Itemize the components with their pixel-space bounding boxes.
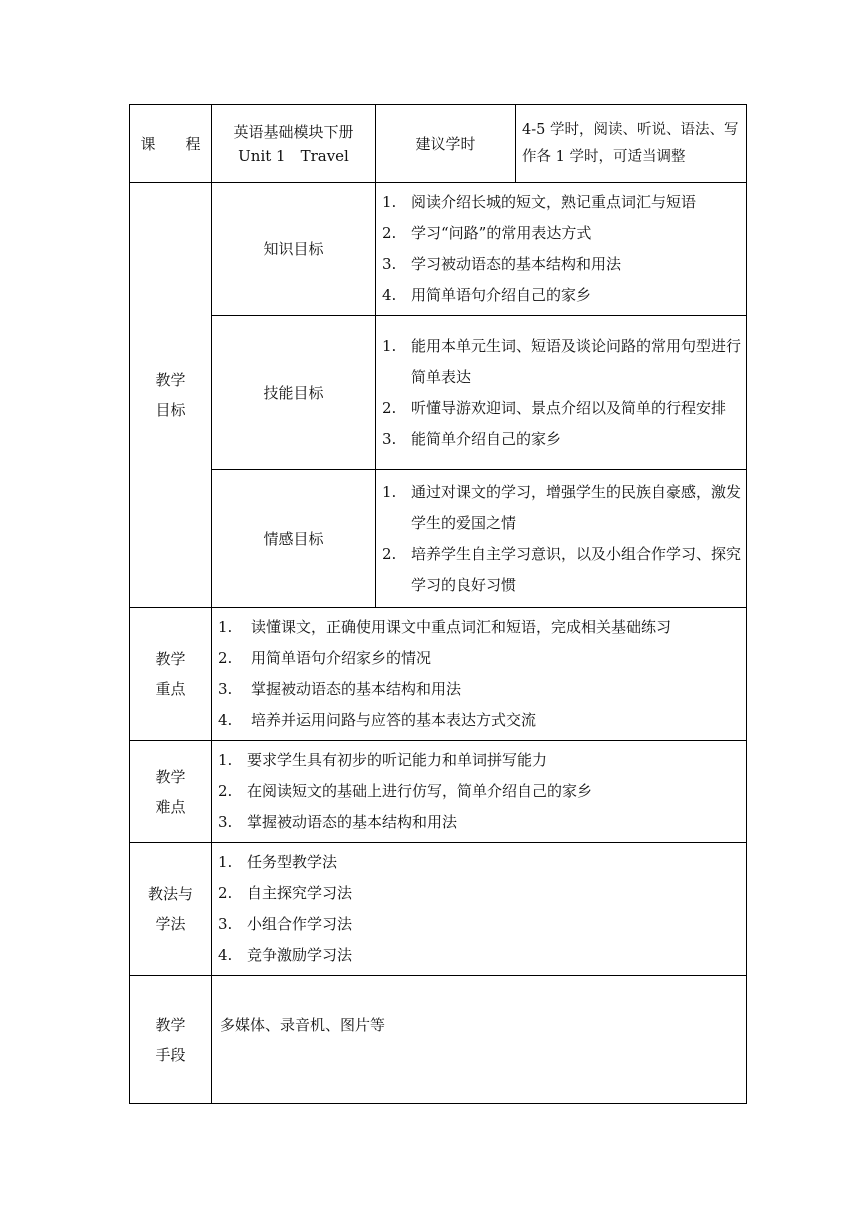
- means-text-cell: [212, 976, 747, 1104]
- knowledge-label: 知识目标: [263, 240, 324, 258]
- course-row: [130, 105, 747, 183]
- list-item: 2. 在阅读短文的基础上进行仿写，简单介绍自己的家乡: [218, 782, 593, 800]
- emotion-list: [376, 473, 746, 605]
- means-label-line1: 教学: [155, 1015, 186, 1034]
- list-item: 2. 培养学生自主学习意识，以及小组合作学习、探究学习的良好习惯: [382, 544, 742, 594]
- course-label-cell: [130, 105, 212, 183]
- key-points-row: [130, 608, 747, 741]
- emotion-label: 情感目标: [263, 529, 324, 548]
- means-row: [130, 976, 747, 1104]
- course-title-line2: Unit 1 Travel: [238, 146, 349, 165]
- hours-label-cell: [376, 105, 516, 183]
- emotion-label-cell: [212, 470, 376, 608]
- hours-value: 4-5 学时，阅读、听说、语法、写作各 1 学时，可适当调整: [522, 121, 739, 165]
- skills-items-cell: [376, 316, 747, 470]
- list-item: 2. 自主探究学习法: [218, 884, 353, 902]
- objective-emotion-row: [130, 470, 747, 608]
- list-item: 3. 学习被动语态的基本结构和用法: [382, 255, 622, 273]
- course-title-line1: 英语基础模块下册: [233, 122, 354, 141]
- skills-label-cell: [212, 316, 376, 470]
- lesson-plan-table: [129, 104, 747, 1104]
- skills-list: [376, 327, 746, 459]
- objectives-label-line1: 教学: [155, 371, 186, 389]
- methods-list: [212, 843, 746, 975]
- key-points-list: [212, 608, 746, 740]
- difficulties-label-line2: 难点: [155, 797, 186, 816]
- difficulties-label-cell: [130, 741, 212, 843]
- list-item: 1. 阅读介绍长城的短文，熟记重点词汇与短语: [382, 193, 697, 211]
- list-item: 4. 培养并运用问路与应答的基本表达方式交流: [218, 711, 537, 729]
- methods-label-cell: [130, 843, 212, 976]
- list-item: 3. 掌握被动语态的基本结构和用法: [218, 680, 462, 698]
- means-text: 多媒体、录音机、图片等: [220, 1016, 386, 1034]
- key-points-items-cell: [212, 608, 747, 741]
- list-item: 1. 要求学生具有初步的听记能力和单词拼写能力: [218, 751, 548, 769]
- methods-label-line1: 教法与: [147, 885, 193, 903]
- list-item: 2. 学习“问路”的常用表达方式: [382, 224, 592, 242]
- course-title-cell: [212, 105, 376, 183]
- list-item: 2. 用简单语句介绍家乡的情况: [218, 649, 432, 667]
- list-item: 4. 竞争激励学习法: [218, 946, 353, 964]
- difficulties-label-line1: 教学: [155, 767, 186, 786]
- course-label: 课 程: [140, 134, 201, 153]
- difficulties-row: [130, 741, 747, 843]
- list-item: 2. 听懂导游欢迎词、景点介绍以及简单的行程安排: [382, 398, 727, 417]
- list-item: 3. 小组合作学习法: [218, 915, 353, 933]
- difficulties-items-cell: [212, 741, 747, 843]
- list-item: 1. 读懂课文，正确使用课文中重点词汇和短语，完成相关基础练习: [218, 618, 672, 636]
- objectives-label-line2: 目标: [155, 401, 186, 419]
- methods-label-line2: 学法: [155, 915, 186, 933]
- methods-row: [130, 843, 747, 976]
- key-points-label-line1: 教学: [155, 650, 186, 668]
- means-label-line2: 手段: [155, 1045, 186, 1064]
- key-points-label-line2: 重点: [155, 680, 186, 698]
- skills-label: 技能目标: [263, 383, 324, 402]
- objective-skills-row: [130, 316, 747, 470]
- difficulties-list: [212, 741, 746, 842]
- list-item: 1. 通过对课文的学习，增强学生的民族自豪感，激发学生的爱国之情: [382, 482, 742, 532]
- emotion-items-cell: [376, 470, 747, 608]
- hours-value-cell: [516, 105, 747, 183]
- objectives-label-cell: [130, 183, 212, 608]
- list-item: 1. 任务型教学法: [218, 853, 338, 871]
- methods-items-cell: [212, 843, 747, 976]
- list-item: 4. 用简单语句介绍自己的家乡: [382, 286, 592, 304]
- means-label-cell: [130, 976, 212, 1104]
- knowledge-label-cell: [212, 183, 376, 316]
- list-item: 3. 掌握被动语态的基本结构和用法: [218, 813, 458, 831]
- knowledge-items-cell: [376, 183, 747, 316]
- hours-label: 建议学时: [415, 134, 476, 153]
- objective-knowledge-row: [130, 183, 747, 316]
- key-points-label-cell: [130, 608, 212, 741]
- list-item: 3. 能简单介绍自己的家乡: [382, 429, 562, 448]
- knowledge-list: [376, 183, 746, 315]
- list-item: 1. 能用本单元生词、短语及谈论问路的常用句型进行简单表达: [382, 336, 742, 386]
